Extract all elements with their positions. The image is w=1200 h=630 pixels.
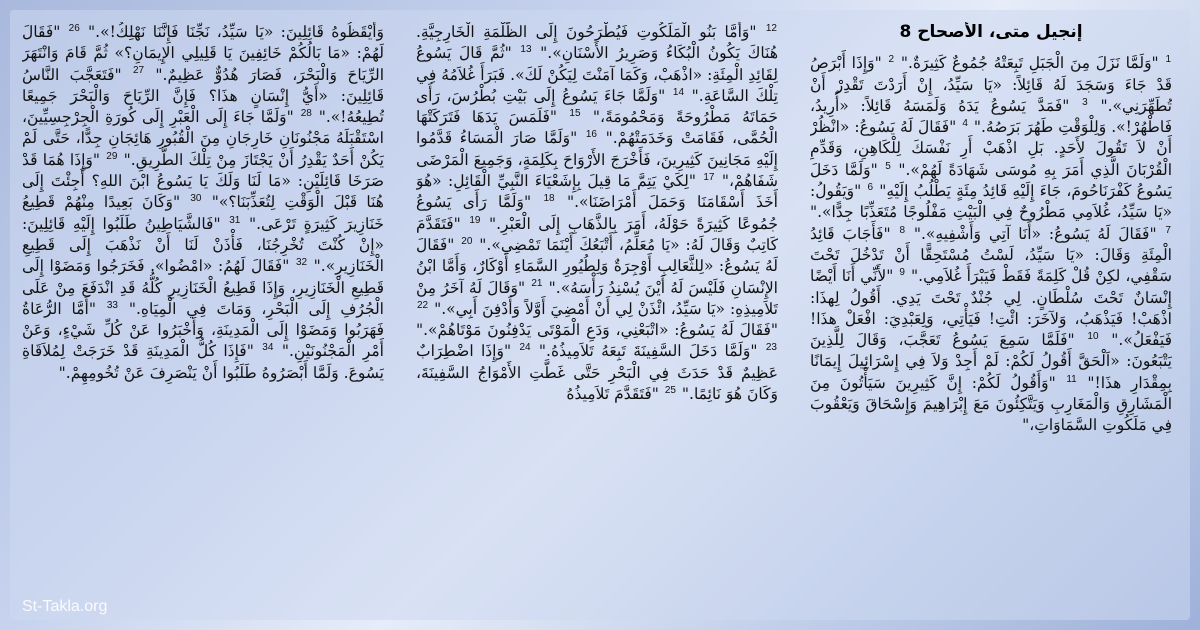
verse-text: "فَقَالَ لَهُ يَسُوعُ: «اتْبَعْنِي، وَدَعِ الْمَوْتَى يَدْفِنُونَ مَوْتَاهُمْ»." [416,321,778,340]
verse-number: 26 [68,22,80,34]
verse-number: 10 [1087,331,1099,342]
verse-text: "فَلَمَّا سَمِعَ يَسُوعُ تَعَجَّبَ، وَقَالَ لِلَّذِينَ يَتْبَعُونَ: «اَلْحَقَّ أَقُولُ لَكُمْ: لَمْ أَجِدْ وَلاَ فِي إِسْرَائِيلَ إِيمَانًا بِمِقْدَارِ هذَا!" [810,331,1172,392]
verse-number: 20 [461,235,473,247]
site-watermark: St-Takla.org [22,598,108,615]
verse-text: "فَتَقَدَّمَ تَلاَمِيذُهُ [566,385,659,404]
verse-text: "وَإِذَا هُمَا قَدْ صَرَخَا قَائِلَيْنِ: «مَا لَنَا وَلَكَ يَا يَسُوعُ ابْنَ اللهِ؟ أَجِئْتَ إِلَى هُنَا قَبْلَ الْوَقْتِ لِتُعَذِّبَنَا؟»" [22,150,384,212]
verse-text: "فَقَالَ لَهُ يَسُوعُ: «لِلثَّعَالِبِ أَوْجِرَةٌ وَلِطُيُورِ السَّمَاءِ أَوْكَارٌ، وَأَمَّا ابْنُ الإِنْسَانِ فَلَيْسَ لَهُ أَيْنَ يُسْنِدُ رَأْسَهُ»." [416,235,778,297]
verse-number: 9 [899,267,905,279]
verse-number: 31 [229,214,241,226]
verse-number: 23 [765,342,777,354]
verse-number: 2 [888,54,895,66]
verse [566,385,677,403]
verse [532,342,778,360]
verse-number: 11 [1066,373,1077,385]
verse-text: "فَالشَّيَاطِينُ طَلَبُوا إِلَيْهِ قَائِلِينَ: «إِنْ كُنْتَ تُخْرِجُنَا، فَأْذَنْ لَنَا أَنْ نَذْهَبَ إِلَى قَطِيعِ الْخَنَازِيرِ»." [22,214,384,276]
verse-text: "وَقَالَ لَهُ آخَرُ مِنْ تَلاَمِيذِهِ: «يَا سَيِّدُ، ائْذَنْ لِي أَنْ أَمْضِيَ أَوَّلاً وَأَدْفِنَ أَبِي»." [416,278,778,318]
verse-number: 1 [1165,54,1172,66]
verse-number: 6 [867,181,874,193]
column-1 [810,22,1172,608]
verse-text: "وَكَانَ بَعِيدًا مِنْهُمْ قَطِيعُ خَنَازِيرَ كَثِيرَةٍ تَرْعَى." [22,193,384,233]
verse-number: 5 [885,160,891,172]
verse-number: 32 [295,257,308,269]
verse [906,225,1172,243]
verse-text: "فَقَالَ لَهُ يَسُوعُ: «أَنَا آتِي وَأَشْفِيهِ»." [913,224,1157,243]
verse-number: 4 [962,118,968,130]
verse-number: 12 [765,22,777,34]
verse-text: "وَلَمَّا صَارَ الْمَسَاءُ قَدَّمُوا إِلَيْهِ مَجَانِينَ كَثِيرِينَ، فَأَخْرَجَ الأَرْوَاحَ بِكَلِمَةٍ، وَجَمِيعَ الْمَرْضَى شَفَاهُمْ،" [416,129,778,191]
verse-number: 8 [899,224,905,236]
verse-number: 28 [300,108,312,120]
verse-number: 21 [531,278,543,290]
column-3 [22,22,384,608]
verse-number: 16 [585,129,597,141]
verse-number: 29 [106,150,118,162]
verse-text: "لأَنِّي أَنَا أَيْضًا إِنْسَانٌ تَحْتَ سُلْطَانٍ. لِي جُنْدٌ تَحْتَ يَدِي. أَقُولُ لِهذَا: اذْهَبْ! فَيَذْهَبُ، وَلآخَرَ: ائْتِ! فَيَأْتِي، وَلِعَبْدِيَ: افْعَلْ هذَا! فَيَفْعَلُ»." [810,267,1172,350]
verse-text: "ثُمَّ قَالَ يَسُوعُ لِقَائِدِ الْمِئَةِ: «اذْهَبْ، وَكَمَا آمَنْتَ لِيَكُنْ لَكَ». فَبَرَأَ غُلاَمُهُ فِي تِلْكَ السَّاعَةِ." [416,44,778,105]
verse-text: "وَأَمَّا بَنُو الْمَلَكُوتِ فَيُطْرَحُونَ إِلَى الظُّلْمَةِ الْخَارِجِيَّةِ. هُنَاكَ يَكُونُ الْبُكَاءُ وَصَرِيرُ الأَسْنَانِ»." [416,23,778,63]
verse-text: "فَلَمَسَ يَدَهَا فَتَرَكَتْهَا الْحُمَّى، فَقَامَتْ وَخَدَمَتْهُمْ." [416,108,778,148]
verse-text: "فَقَالَ لَهُمْ: «مَا بَالُكُمْ خَائِفِينَ يَا قَلِيلِي الإِيمَانِ؟» ثُمَّ قَامَ وَانْتَهَرَ الرِّيَاحَ وَالْبَحْرَ، فَصَارَ هُدُوٌّ عَظِيمٌ." [22,23,384,84]
verse-text: "لِكَيْ يَتِمَّ مَا قِيلَ بِإِشَعْيَاءَ النَّبِيِّ الْقَائِلِ: «هُوَ أَخَذَ أَسْقَامَنَا وَحَمَلَ أَمْرَاضَنَا»." [416,172,778,212]
verse-text: "وَلَمَّا جَاءَ يَسُوعُ إِلَى بَيْتِ بُطْرُسَ، رَأَى حَمَاتَهُ مَطْرُوحَةً وَمَحْمُومَةً،" [416,86,778,127]
verse-text: "فَقَالَ لَهُمُ: «امْضُوا». فَخَرَجُوا وَمَضَوْا إِلَى قَطِيعِ الْخَنَازِيرِ، وَإِذَا قَطِيعُ الْخَنَازِيرِ كُلُّهُ قَدِ انْدَفَعَ مِنْ عَلَى الْجُرُفِ إِلَى الْبَحْرِ، وَمَاتَ فِي الْمِيَاهِ." [22,257,384,318]
chapter-title: إنجيل متى، الأصحاح 8 [899,22,1083,42]
verse-number: 30 [190,193,202,205]
verse-number: 13 [520,44,532,56]
verse-number: 17 [703,171,715,183]
verse-number: 27 [132,65,145,77]
verse-number: 3 [1082,96,1088,108]
verse-number: 34 [262,342,274,354]
verse-text: "فَإِذَا كُلُّ الْمَدِينَةِ قَدْ خَرَجَتْ لِمُلاَقَاةِ يَسُوعَ. وَلَمَّا أَبْصَرُوهُ طَلَبُوا أَنْ يَنْصَرِفَ عَنْ تُخُومِهِمْ." [22,342,384,382]
column-2 [416,22,778,608]
verse-text: "فَتَقَدَّمَ كَاتِبٌ وَقَالَ لَهُ: «يَا مُعَلِّمُ، أَتْبَعُكَ أَيْنَمَا تَمْضِي»." [416,214,778,254]
verse-text: "فَأَجَابَ قَائِدُ الْمِئَةِ وَقَالَ: «يَا سَيِّدُ، لَسْتُ مُسْتَحِقًّا أَنْ تَدْخُلَ تَحْتَ سَقْفِي، لكِنْ قُلْ كَلِمَةً فَقَطْ فَيَبْرَأَ غُلاَمِي." [810,224,1172,286]
verse-text: "فَقَالَ لَهُ يَسُوعُ: «انْظُرْ أَنْ لاَ تَقُولَ لأَحَدٍ. بَلِ اذْهَبْ أَرِ نَفْسَكَ لِلْكَاهِنِ، وَقَدِّمِ الْقُرْبَانَ الَّذِي أَمَرَ بِهِ مُوسَى شَهَادَةً لَهُمْ»." [810,118,1172,179]
verse-list [22,22,384,384]
verse-number: 24 [519,342,531,354]
verse-text: "وَلَمَّا رَأَى يَسُوعُ جُمُوعًا كَثِيرَةً حَوْلَهُ، أَمَرَ بِالذَّهَابِ إِلَى الْعَبْرِ." [416,193,778,233]
verse-text: "فَمَدَّ يَسُوعُ يَدَهُ وَلَمَسَهُ قَائِلاً: «أُرِيدُ، فَاطْهُرْ!». وَلِلْوَقْتِ طَهُرَ بَرَصُهُ." [810,96,1172,137]
verse-text: "وَلَمَّا دَخَلَ السَّفِينَةَ تَبِعَهُ تَلاَمِيذُهُ." [538,342,758,361]
chapter-page [10,10,1190,620]
verse-number: 25 [664,384,676,396]
verse-text: وَأَيْقَظُوهُ قَائِلِينَ: «يَا سَيِّدُ، نَجِّنَا فَإِنَّنَا نَهْلِكُ!»." [88,23,384,41]
verse-text: "وَلَمَّا جَاءَ إِلَى الْعَبْرِ إِلَى كُورَةِ الْجِرْجِسِيِّينَ، اسْتَقْبَلَهُ مَجْنُونَانِ خَارِجَانِ مِنَ الْقُبُورِ هَائِجَانِ جِدًّا، حَتَّى لَمْ يَكُنْ أَحَدٌ يَقْدِرُ أَنْ يَجْتَازَ مِنْ تِلْكَ الطَّرِيقِ." [22,108,384,169]
verse-list [416,22,778,405]
verse-number: 18 [543,193,555,205]
verse-number: 19 [469,214,481,226]
verse-list [810,53,1172,436]
verse-number: 22 [417,299,429,311]
verse-text: "أَمَّا الرُّعَاةُ فَهَرَبُوا وَمَضَوْا إِلَى الْمَدِينَةِ، وَأَخْبَرُوا عَنْ كُلِّ شَيْءٍ، وَعَنْ أَمْرِ الْمَجْنُونَيْنِ." [22,299,384,361]
verse-text: "وَيَقُولُ: «يَا سَيِّدُ، غُلاَمِي مَطْرُوحٌ فِي الْبَيْتِ مَفْلُوجًا مُتَعَذِّبًا جِدًّا»." [810,182,1172,222]
verse-text: "وَإِذَا اضْطِرَابٌ عَظِيمٌ قَدْ حَدَثَ فِي الْبَحْرِ حَتَّى غَطَّتِ الأَمْوَاجُ السَّفِينَةَ، وَكَانَ هُوَ نَائِمًا." [416,342,778,404]
verse-text: "وَأَقُولُ لَكُمْ: إِنَّ كَثِيرِينَ سَيَأْتُونَ مِنَ الْمَشَارِقِ وَالْمَغَارِبِ وَيَتَّكِئُونَ مَعَ إِبْرَاهِيمَ وَإِسْحَاقَ وَيَعْقُوبَ فِي مَلَكُوتِ السَّمَاوَاتِ،" [810,373,1172,435]
verse-number: 15 [569,108,581,120]
verse-text: "فَتَعَجَّبَ النَّاسُ قَائِلِينَ: «أَيُّ إِنْسَانٍ هذَا؟ فَإِنَّ الرِّيَاحَ وَالْبَحْرَ جَمِيعًا تُطِيعُهُ!»." [22,65,384,127]
verse-text: "وَلَمَّا دَخَلَ يَسُوعُ كَفْرَنَاحُومَ، جَاءَ إِلَيْهِ قَائِدُ مِئَةٍ يَطْلُبُ إِلَيْهِ" [810,160,1172,201]
verse-number: 7 [1165,224,1171,236]
verse [81,23,384,41]
verse-number: 14 [672,86,685,98]
verse-text: "وَإِذَا أَبْرَصُ قَدْ جَاءَ وَسَجَدَ لَهُ قَائِلاً: «يَا سَيِّدُ، إِنْ أَرَدْتَ تَقْدِرْ أَنْ تُطَهِّرَنِي»." [810,54,1172,115]
verse [895,54,1172,72]
verse-number: 33 [106,299,118,311]
verse-text: "وَلَمَّا نَزَلَ مِنَ الْجَبَلِ تَبِعَتْهُ جُمُوعٌ كَثِيرَةٌ." [900,54,1159,73]
